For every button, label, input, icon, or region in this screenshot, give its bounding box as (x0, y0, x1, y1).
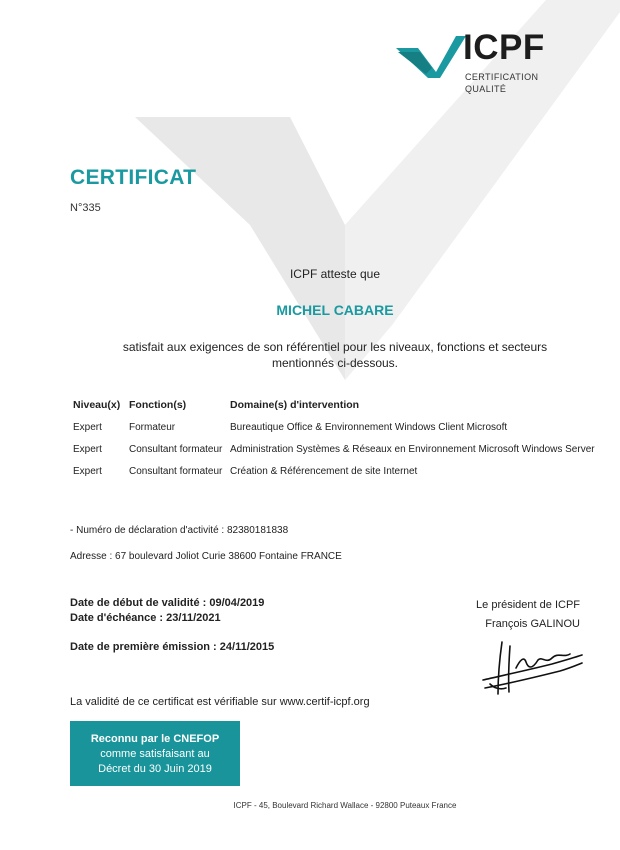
signatory-name: François GALINOU (485, 618, 580, 630)
header-function: Fonction(s) (129, 399, 187, 411)
table-row (70, 439, 600, 461)
logo-wordmark: ICPF (463, 28, 545, 67)
row-function: Consultant formateur (129, 444, 223, 455)
table-row (70, 417, 600, 439)
row-level: Expert (73, 422, 102, 433)
expiry-date: Date d'échéance : 23/11/2021 (70, 612, 221, 624)
validity-dates (70, 596, 264, 626)
first-issue-date: Date de première émission : 24/11/2015 (70, 641, 275, 653)
address: Adresse : 67 boulevard Joliot Curie 38600 Fontaine FRANCE (70, 551, 342, 562)
header-level: Niveau(x) (73, 399, 121, 411)
header-domain: Domaine(s) d'intervention (230, 399, 360, 411)
statement-text: satisfait aux exigences de son référentiel pour les niveaux, fonctions et secteurs mentionnés ci-dessous. (122, 340, 548, 370)
certificate-number: N°335 (70, 202, 101, 214)
table-header-row (70, 397, 600, 417)
verification-note: La validité de ce certificat est vérifiable sur www.certif-icpf.org (70, 696, 370, 708)
row-level: Expert (73, 466, 102, 477)
badge-line-3: Décret du 30 Juin 2019 (98, 763, 212, 775)
cnefop-badge (70, 721, 240, 786)
row-function: Consultant formateur (129, 466, 223, 477)
row-domain: Bureautique Office & Environnement Windows Client Microsoft (230, 422, 508, 433)
valid-from-date: Date de début de validité : 09/04/2019 (70, 597, 265, 609)
holder-name: MICHEL CABARE (276, 302, 394, 318)
declaration-number: - Numéro de déclaration d'activité : 82380181838 (70, 525, 289, 536)
domains-table (70, 397, 600, 483)
attest-text: ICPF atteste que (289, 267, 381, 281)
signatory-block (440, 596, 580, 634)
badge-line-2: comme satisfaisant au (100, 748, 210, 760)
logo-subtitle: CERTIFICATION QUALITÉ (465, 72, 539, 94)
row-function: Formateur (129, 422, 176, 433)
row-level: Expert (73, 444, 102, 455)
table-row (70, 461, 600, 483)
signature-image (480, 638, 584, 700)
row-domain: Création & Référencement de site Internet (230, 466, 418, 477)
badge-line-1: Reconnu par le CNEFOP (90, 733, 220, 745)
footer-address: ICPF - 45, Boulevard Richard Wallace - 92800 Puteaux France (233, 801, 457, 810)
row-domain: Administration Systèmes & Réseaux en Environnement Microsoft Windows Server (230, 444, 595, 455)
certificate-title: CERTIFICAT (70, 166, 197, 189)
signatory-title: Le président de ICPF (476, 599, 580, 611)
